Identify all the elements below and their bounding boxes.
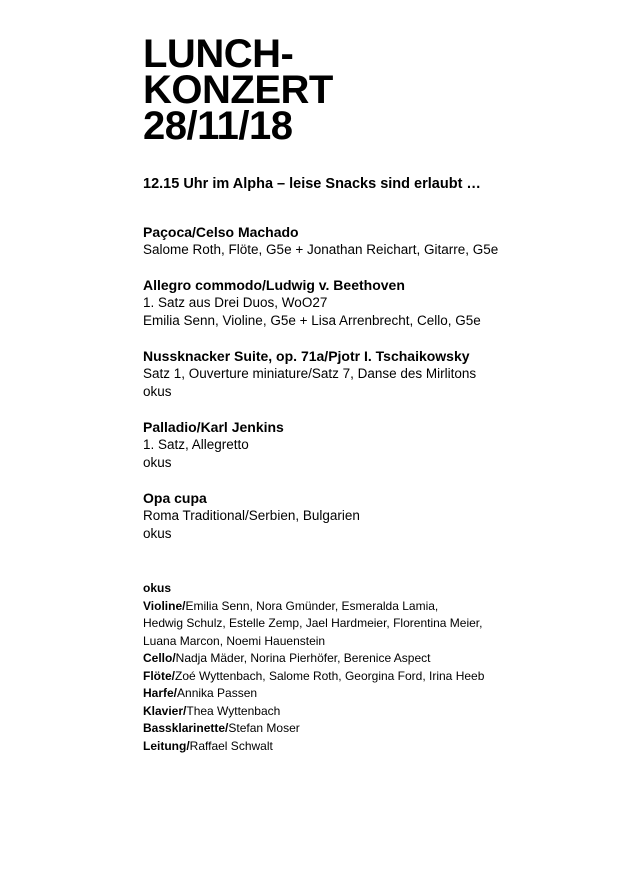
piece-origin: Roma Traditional/Serbien, Bulgarien <box>143 508 360 523</box>
event-subtitle: 12.15 Uhr im Alpha – leise Snacks sind erlaubt … <box>143 176 481 192</box>
roster-names: Zoé Wyttenbach, Salome Roth, Georgina Ford, Irina Heeb <box>175 668 485 683</box>
roster-row-leitung <box>143 738 603 756</box>
ensemble-roster <box>143 580 603 755</box>
roster-row-cello <box>143 650 603 668</box>
title-line-1: LUNCH- <box>143 32 294 76</box>
roster-names: Stefan Moser <box>228 721 300 735</box>
program-item <box>143 418 603 472</box>
instrument-label: Bassklarinette/ <box>143 721 229 735</box>
instrument-label: Violine/ <box>143 598 186 613</box>
roster-names: Emilia Senn, Nora Gmünder, Esmeralda Lamia, <box>185 598 439 613</box>
instrument-label: Cello/ <box>143 651 176 665</box>
piece-title: Palladio/Karl Jenkins <box>143 419 284 435</box>
piece-performers: okus <box>143 384 172 399</box>
roster-names: Raffael Schwalt <box>189 738 273 753</box>
program-list <box>143 223 603 560</box>
piece-performers: Emilia Senn, Violine, G5e + Lisa Arrenbrecht, Cello, G5e <box>143 313 481 328</box>
piece-performers: Salome Roth, Flöte, G5e + Jonathan Reichart, Gitarre, G5e <box>143 242 499 257</box>
roster-names: Nadja Mäder, Norina Pierhöfer, Berenice Aspect <box>175 651 431 665</box>
piece-performers: okus <box>143 455 172 470</box>
instrument-label: Harfe/ <box>143 686 178 700</box>
instrument-label: Leitung/ <box>143 738 190 753</box>
roster-row-klavier <box>143 703 603 721</box>
roster-row-floete <box>143 668 603 686</box>
piece-movement: 1. Satz aus Drei Duos, WoO27 <box>143 295 328 310</box>
roster-names: Thea Wyttenbach <box>186 703 281 718</box>
roster-row-harfe <box>143 685 603 703</box>
piece-movement: 1. Satz, Allegretto <box>143 437 249 452</box>
piece-performers: okus <box>143 526 172 541</box>
ensemble-heading: okus <box>143 581 172 595</box>
roster-row-violine <box>143 598 603 616</box>
instrument-label: Klavier/ <box>143 703 187 718</box>
title-date: 28/11/18 <box>143 104 293 148</box>
roster-names: Annika Passen <box>177 686 258 700</box>
piece-title: Allegro commodo/Ludwig v. Beethoven <box>143 277 405 293</box>
roster-row-violine-cont: Hedwig Schulz, Estelle Zemp, Jael Hardmeier, Florentina Meier, <box>143 616 483 630</box>
title-line-2: KONZERT <box>143 68 333 112</box>
piece-title: Opa cupa <box>143 490 207 506</box>
program-item <box>143 347 603 401</box>
piece-title: Paçoca/Celso Machado <box>143 224 299 240</box>
program-item <box>143 223 603 259</box>
program-item <box>143 489 603 543</box>
page-title <box>143 32 333 148</box>
piece-title: Nussknacker Suite, op. 71a/Pjotr I. Tschaikowsky <box>143 348 470 364</box>
roster-row-violine-cont: Luana Marcon, Noemi Hauenstein <box>143 633 326 648</box>
program-item <box>143 276 603 330</box>
piece-movement: Satz 1, Ouverture miniature/Satz 7, Danse des Mirlitons <box>143 366 477 381</box>
roster-row-bassklarinette <box>143 720 603 738</box>
instrument-label: Flöte/ <box>143 668 175 683</box>
